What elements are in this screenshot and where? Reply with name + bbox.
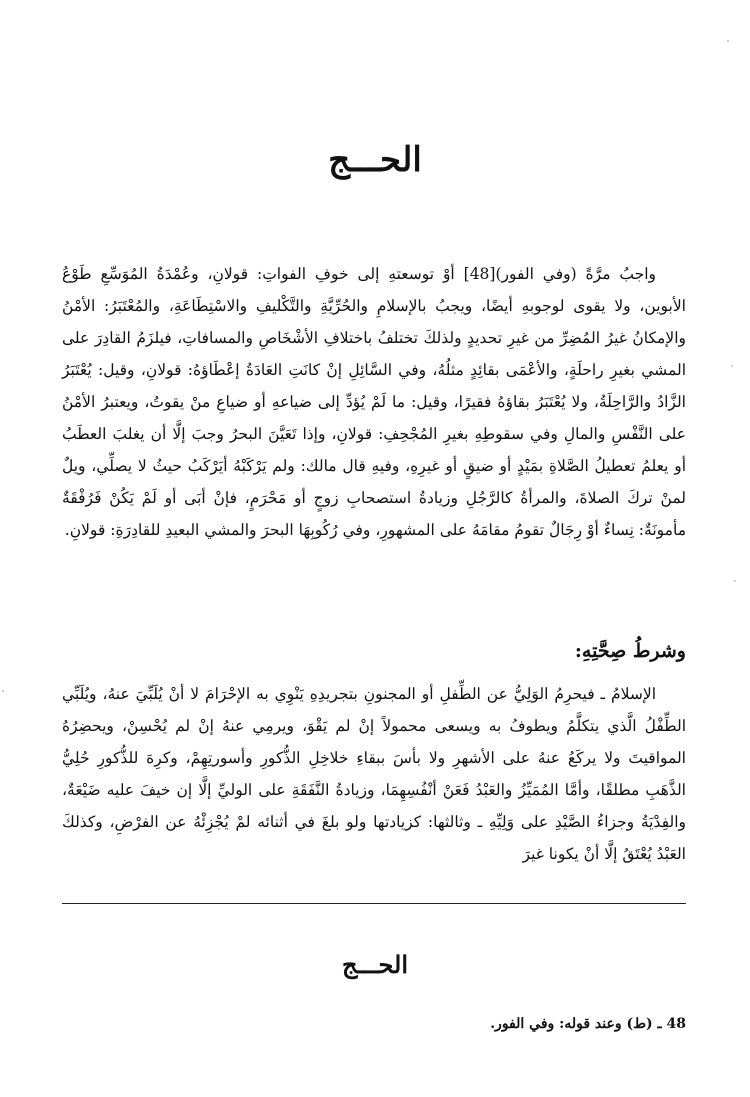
paragraph-text: الإسلامُ ـ فيحرِمُ الوَلِيُّ عن الطِّفلِ أو المجنونِ بتجريدِهِ يَنْوِي به الإحْرَامَ لا أنْ يُلَبِّيَ عنهُ، ويُلَبِّي الطِّفْلُ الَّذي يتكلَّمُ ويطوفُ به ويسعى محمولاً إنْ لم يَقْوَ، ويرمِي عنهُ إنْ لم يُحْسِنْ، ويحضِرُهُ المواقيتَ ولا يركَعُ عنهُ على الأشهرِ ولا بأسَ ببقاءِ خلاخِلِ الذُّكورِ وأسورتِهِمْ، وكرِهَ للذُّكورِ حُلِيُّ الذَّهَبِ مطلقًا، وأمَّا المُمَيِّزُ والعَبْدُ فَعَنْ أنْفُسِهِمَا، وزيادةُ النَّفَقَةِ على الوليِّ إلَّا إن خيفَ عليه ضَيْعَةٌ، والفِدْيَةُ وجزاءُ الصَّيْدِ على وَلِيِّهِ ـ وثالثها: كزيادتها ولو بلغَ في أثنائه لمْ يُجْزِئْهُ عن الفرْضِ، وكذلكَ العَبْدُ يُعْتَقُ إلَّا أنْ يكونا غيرَ: [62, 685, 686, 863]
scan-speck: [731, 365, 733, 367]
footnote-divider: [62, 903, 686, 904]
scan-speck: [734, 580, 736, 582]
footnote: 48 ـ (ط) وعند قوله: وفي الفور.: [490, 1016, 686, 1032]
paragraph-obligation: [62, 258, 686, 546]
paragraph-text: واجبُ مرَّةً (وفي الفور)[48] أوْ توسعتهِ إلى خوفِ الفواتِ: قولانِ، وعُمْدَةُ المُوَسِّعِ طَوْعُ الأبوين، ولا يقوى لوجوبهِ أيضًا، ويجبُ بالإسلامِ والحُرِّيَّةِ والتَّكْليفِ والاسْتِطَاعَةِ، والمُعْتَبَرُ: الأمْنُ والإمكانُ غيرُ المُضِرِّ من غيرِ تحديدٍ ولذلكَ تختلفُ باختلافِ الأشْخَاصِ والمسافاتِ، فيلزَمُ القادِرَ على المشي بغيرِ راحلَةٍ، والأعْمَى بقائِدٍ مثلُهُ، وفي السَّائِلِ إنْ كانَتِ العَادَةُ إعْطَاؤهُ: قولانِ، وقيل: يُعْتَبَرُ الزَّادُ والرَّاحِلَةُ، ولا يُعْتَبَرُ بقاؤهُ فقيرًا، وقيل: ما لَمْ يُؤدِّ إلى ضياعهِ أو ضياعِ منْ يقوتُ، ويعتبرُ الأمْنُ على النَّفْسِ والمالِ وفي سقوطِهِ بغيرِ المُجْحِفِ: قولانِ، وإذا تَعَيَّنَ البحرُ وجبَ إلَّا أن يغلبَ العطَبُ أو يعلمُ تعطيلُ الصَّلاةِ بمَيْدٍ أو ضيقٍ أو غيرِهِ، وفيهِ قال مالك: ولم يَرْكَبْهُ أيَرْكَبُ حيثُ لا يصلِّي، ويلٌ لمنْ تركَ الصلاةَ، والمرأةُ كالرَّجُلِ وزيادةُ استصحابِ زوجٍ أو مَحْرَمٍ، فإنْ أبَى أو لَمْ يَكُنْ فَرُفْقَةٌ مأمونَةٌ: نِساءٌ أوْ رِجَالٌ تقومُ مقامَهُ على المشهورِ، وفي رُكُوبِهَا البحرَ والمشي البعيدِ للقادِرَةِ: قولانِ.: [62, 265, 686, 539]
section-heading: وشرطُ صِحَّتِهِ:: [574, 640, 686, 662]
scan-speck: [727, 40, 729, 42]
scan-speck: [2, 690, 4, 692]
page-title: الحـــج: [328, 140, 422, 180]
paragraph-conditions: [62, 678, 686, 870]
running-title: الحـــج: [341, 950, 409, 979]
